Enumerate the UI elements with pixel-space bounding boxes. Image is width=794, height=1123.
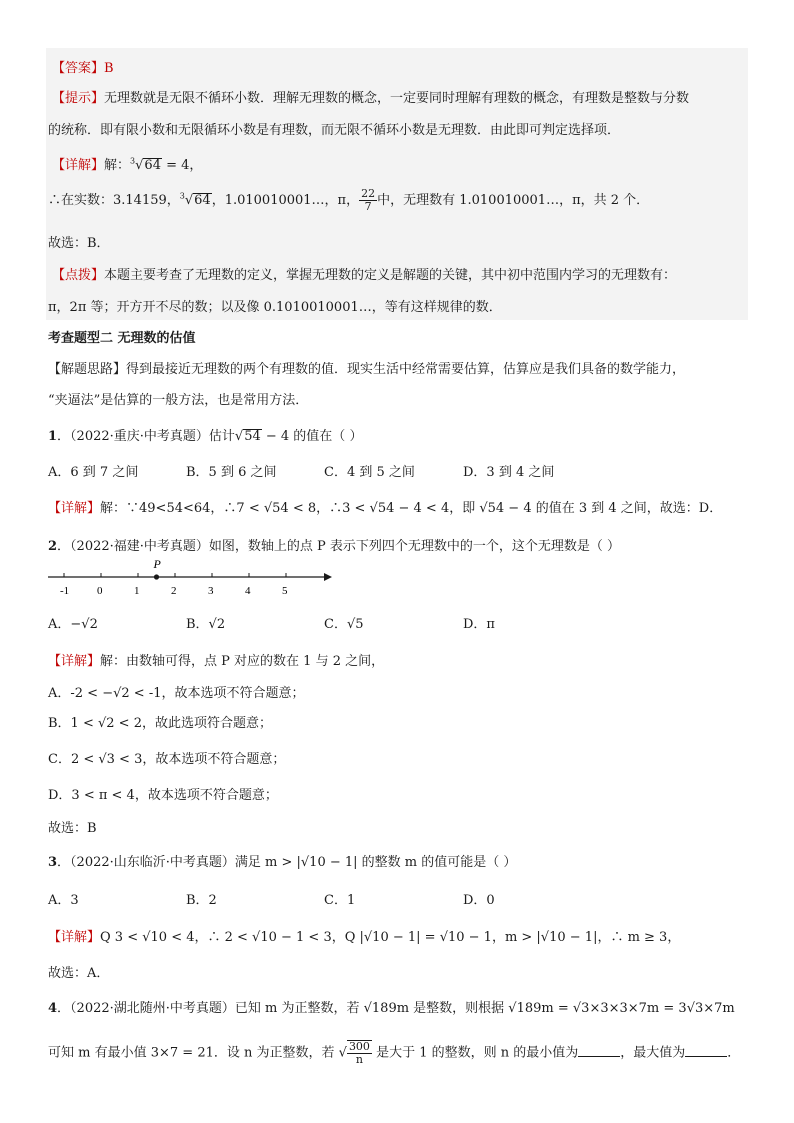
q1-stem: 1．（2022·重庆·中考真题）估计√54 − 4 的值在（ ） [48,429,363,444]
section-title: 考查题型二 无理数的估值 [48,331,196,346]
tip-tag: 【点拨】 [52,268,105,283]
q4-text-1: ．（2022·湖北随州·中考真题）已知 m 为正整数，若 √189m 是整数，则根据 √189m = √3×3×3×7m = 3√3×7m [57,1001,735,1016]
q4-line-1 [48,997,735,1016]
q3-choose: 故选：A． [48,966,110,981]
q3-source: ．（2022·山东临沂·中考真题）满足 m > |√10 − 1| 的整数 m 的值可能是（ ） [57,855,517,870]
q3-detail [48,926,680,945]
q1-option-c[interactable]: C．4 到 5 之间 [324,465,415,480]
q2-source: ．（2022·福建·中考真题）如图，数轴上的点 P 表示下列四个无理数中的一个，这个无理数是（ ） [57,539,621,554]
q4-blank-min[interactable] [578,1044,620,1057]
q2-detail-line-4: D．3 < π < 4，故本选项不符合题意； [48,788,278,803]
q3-number: 3 [48,855,58,870]
q1-radicand: 54 [244,429,261,444]
q2-option-a[interactable]: A．−√2 [48,617,98,632]
q2-detail-line-0 [48,650,384,669]
q3-option-b[interactable]: B．2 [186,893,217,908]
hint-tag: 【提示】 [52,91,105,106]
fraction-22-7 [359,188,377,213]
q1-detail [48,497,722,516]
q4-frac-num: 300 [348,1040,370,1053]
q4-number: 4 [48,1001,58,1016]
q3-option-c[interactable]: C．1 [324,893,356,908]
q4-text-2-end: ． [727,1045,741,1061]
q4-fraction [347,1040,372,1066]
tip-line-2: π，2π 等；开方开不尽的数；以及像 0.1010010001…，等有这样规律的数． [48,300,502,315]
tip-text-1: 本题主要考查了无理数的定义，掌握无理数的定义是解题的关键，其中初中范围内学习的无理数有： [104,268,677,283]
tick-label-3: 3 [208,585,214,597]
number-line [44,556,344,602]
idea-line-1 [48,358,685,377]
q2-detail-line-3: C．2 < √3 < 3，故本选项不符合题意； [48,752,286,767]
q3-stem [48,851,516,870]
answer-value: B [104,61,114,76]
tick-label-4: 4 [245,585,251,597]
tick-label--1: -1 [60,585,70,597]
tick-label-5: 5 [282,585,288,597]
hint-text-1: 无理数就是无限不循环小数．理解无理数的概念，一定要同时理解有理数的概念，有理数是整数与分数 [104,91,690,106]
point-p-marker [154,574,159,579]
q3-detail-tag: 【详解】 [48,930,101,945]
frac-num: 22 [361,187,376,200]
frac-den: 7 [364,200,372,213]
therefore-mid: ，1.010010001…，π， [211,193,360,208]
therefore-post: 中，无理数有 1.010010001…，π，共 2 个． [377,193,650,208]
answer-tag: 【答案】 [52,61,105,76]
q4-blank-max[interactable] [685,1044,727,1057]
idea-text-1: 得到最接近无理数的两个有理数的值．现实生活中经常需要估算，估算应是我们具备的数学能力， [126,362,686,377]
q4-text-2-post: 是大于 1 的整数，则 n 的最小值为 [371,1045,579,1061]
detail-post: = 4， [161,158,203,173]
q1-source: ．（2022·重庆·中考真题）估计 [57,429,235,444]
idea-line-2: “夹逼法”是估算的一般方法，也是常用方法． [48,393,309,408]
q2-detail-line-1: A．-2 < −√2 < -1，故本选项不符合题意； [48,686,305,701]
tick-label-1: 1 [134,585,140,597]
hint-line-2: 的统称．即有限小数和无限循环小数是有理数，而无限不循环小数是无理数．由此即可判定选择项． [48,123,621,138]
therefore-line: ∴在实数：3.14159，$^3$√64，1.010010001…，π， $\frac{22}{7}$ 中，无理数有 1.010010001…，π，共 2 个． [48,187,650,213]
q3-option-d[interactable]: D．0 [463,893,495,908]
q1-option-a[interactable]: A．6 到 7 之间 [48,465,139,480]
q2-detail-tag: 【详解】 [48,654,101,669]
q2-option-c[interactable]: C．√5 [324,617,364,632]
detail-tag: 【详解】 [52,158,105,173]
q4-frac-den: n [355,1053,363,1066]
q2-option-b[interactable]: B．√2 [186,617,226,632]
q1-number: 1 [48,429,58,444]
q1-option-b[interactable]: B．5 到 6 之间 [186,465,277,480]
q2-stem [48,535,620,554]
answer-line [52,57,114,76]
tip-line-1 [52,264,676,283]
q4-text-2-mid: ，最大值为 [620,1045,686,1061]
point-p-label: P [153,557,161,571]
q3-detail-text: Q 3 < √10 < 4，∴ 2 < √10 − 1 < 3，Q |√10 − 1| = √10 − 1，m > |√10 − 1|，∴ m ≥ 3， [100,930,681,945]
q4-line-2: 可知 m 有最小值 3×7 = 21．设 n 为正整数，若 √ $\frac{300}{n}$ 是大于 1 的整数，则 n 的最小值为 ，最大值为 ． [48,1040,741,1066]
tick-label-2: 2 [171,585,177,597]
q2-choose: 故选：B [48,821,97,836]
detail-pre: 解： [104,158,131,173]
q2-number: 2 [48,539,58,554]
cube-index-2: 3 [179,191,185,201]
q1-tail: − 4 的值在（ ） [261,429,363,444]
q4-text-2-pre: 可知 m 有最小值 3×7 = 21．设 n 为正整数，若 [48,1045,339,1061]
axis-arrow [324,573,332,581]
idea-tag: 【解题思路】 [48,362,127,377]
choose-line: 故选：B． [48,236,110,251]
q3-option-a[interactable]: A．3 [48,893,79,908]
detail-line-1: 【详解】解：$^3$√64 = 4， [52,156,203,173]
therefore-pre: ∴在实数：3.14159， [48,193,180,208]
q1-option-d[interactable]: D．3 到 4 之间 [463,465,555,480]
q2-option-d[interactable]: D．π [463,617,495,632]
q1-detail-tag: 【详解】 [48,501,101,516]
q2-detail-line-2: B．1 < √2 < 2，故此选项符合题意； [48,716,272,731]
q2-detail-text-0: 解：由数轴可得，点 P 对应的数在 1 与 2 之间， [100,654,385,669]
hint-line-1 [52,87,689,106]
cube-radicand: 64 [144,158,161,173]
tick-label-0: 0 [97,585,103,597]
cube-index: 3 [130,156,136,166]
q1-detail-text: 解：∵49<54<64，∴7 < √54 < 8，∴3 < √54 − 4 < 4，即 √54 − 4 的值在 3 到 4 之间，故选：D． [100,501,723,516]
cube-radicand-2: 64 [194,193,211,208]
